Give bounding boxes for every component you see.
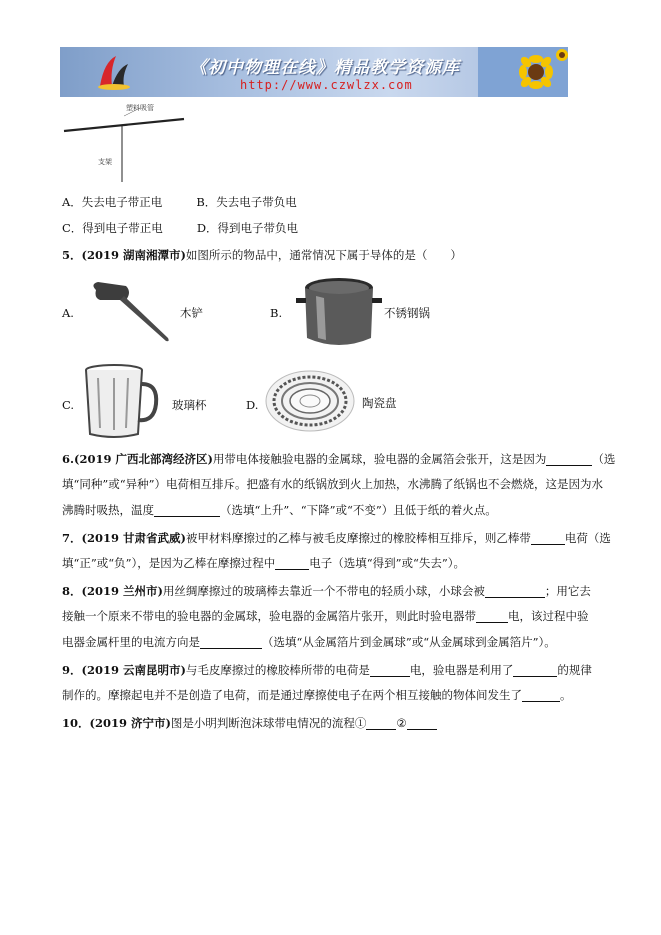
q4-options-row-1 (62, 195, 297, 209)
question-9-line-2: 制作的。摩擦起电并不是创造了电荷，而是通过摩擦使电子在两个相互接触的物体间发生了 。 (62, 688, 572, 702)
banner-url: http://www.czwlzx.com (240, 78, 413, 92)
sunflower-icon (478, 47, 568, 97)
q7-blank-2[interactable] (275, 557, 309, 570)
q8-blank-3[interactable] (200, 636, 262, 649)
q5-option-d-label: 陶瓷盘 (362, 396, 397, 410)
q7-number: 7． (62, 531, 82, 545)
q10-blank-2[interactable] (407, 717, 437, 730)
q4-option-b[interactable]: B．失去电子带负电 (196, 195, 297, 209)
q7-source: (2019 甘肃省武威) (81, 531, 186, 545)
wooden-spatula-icon (86, 278, 172, 344)
q4-option-a[interactable]: A．失去电子带正电 (62, 195, 163, 209)
question-7-line-2: 填“正”或“负”），是因为乙棒在摩擦过程中 电子（选填“得到”或“失去”）。 (62, 556, 466, 570)
question-6-line-2: 填“同种”或“异种”）电荷相互排斥。把盛有水的纸锅放到火上加热，水沸腾了纸锅也不会燃烧，这是因为水 (62, 477, 604, 491)
question-6-line-1: 6.(2019 广西北部湾经济区)用带电体接触验电器的金属球，验电器的金属箔会张开，这是因为 （选 (62, 452, 616, 466)
q9-blank-1[interactable] (370, 664, 410, 677)
question-6-line-3: 沸腾时吸热，温度 （选填“上升”、“下降”或“不变”）且低于纸的着火点。 (62, 503, 497, 517)
tube-label: 塑料吸管 (126, 104, 154, 112)
q4-option-d[interactable]: D．得到电子带负电 (196, 221, 299, 235)
question-8-line-3: 电器金属杆里的电流方向是 （选填“从金属箔片到金属球”或“从金属球到金属箔片”）。 (62, 635, 556, 649)
q10-blank-1[interactable] (366, 717, 396, 730)
q6-blank-1[interactable] (546, 453, 592, 466)
q5-option-b-label: 不锈钢锅 (384, 306, 430, 320)
q7-blank-1[interactable] (531, 532, 565, 545)
site-logo-icon (94, 52, 134, 92)
q8-blank-1[interactable] (485, 585, 545, 598)
q6-blank-2[interactable] (154, 504, 220, 517)
question-8-line-2: 接触一个原来不带电的验电器的金属球，验电器的金属箔片张开，则此时验电器带 电，该过程中验 (62, 609, 589, 623)
q5-text: 如图所示的物品中，通常情况下属于导体的是（ ） (185, 248, 462, 262)
question-10: 10．(2019 济宁市)图是小明判断泡沫球带电情况的流程① ② (62, 716, 437, 730)
q5-source: (2019 湖南湘潭市) (81, 248, 186, 262)
q9-source: (2019 云南昆明市) (81, 663, 186, 677)
q5-number: 5． (62, 248, 82, 262)
question-8-line-1: 8．(2019 兰州市)用丝绸摩擦过的玻璃棒去靠近一个不带电的轻质小球，小球会被 ；用它去 (62, 584, 591, 598)
q5-option-c-label: 玻璃杯 (172, 398, 207, 412)
ceramic-plate-icon (264, 368, 356, 434)
q5-option-d-letter[interactable]: D. (246, 398, 259, 412)
q10-number: 10． (62, 716, 90, 730)
q5-option-a-label: 木铲 (180, 306, 203, 320)
question-9-line-1: 9．(2019 云南昆明市)与毛皮摩擦过的橡胶棒所带的电荷是 电，验电器是利用了 的规律 (62, 663, 592, 677)
q5-option-a-letter[interactable]: A. (62, 306, 74, 320)
q9-blank-2[interactable] (513, 664, 557, 677)
q10-mark-2: ② (396, 716, 407, 730)
question-5 (62, 248, 462, 262)
q6-source: (2019 广西北部湾经济区) (74, 452, 213, 466)
q8-source: (2019 兰州市) (81, 584, 163, 598)
q5-option-c-letter[interactable]: C. (62, 398, 75, 412)
q9-blank-3[interactable] (522, 689, 560, 702)
question-7-line-1: 7．(2019 甘肃省武威)被甲材料摩擦过的乙棒与被毛皮摩擦过的橡胶棒相互排斥，则乙棒带 电荷（选 (62, 531, 611, 545)
stand-label: 支架 (98, 158, 112, 166)
q4-option-c[interactable]: C．得到电子带正电 (62, 221, 163, 235)
q8-number: 8． (62, 584, 82, 598)
q8-blank-2[interactable] (476, 610, 508, 623)
q9-number: 9． (62, 663, 82, 677)
stainless-pot-icon (296, 272, 382, 352)
q6-number: 6. (62, 452, 75, 466)
header-banner (60, 47, 568, 97)
glass-cup-icon (80, 362, 160, 440)
q10-source: (2019 济宁市) (89, 716, 171, 730)
straw-stand-figure (60, 104, 190, 184)
q4-options-row-2 (62, 221, 298, 235)
q5-option-b-letter[interactable]: B. (270, 306, 283, 320)
banner-title: 《初中物理在线》精品教学资源库 (190, 58, 460, 78)
